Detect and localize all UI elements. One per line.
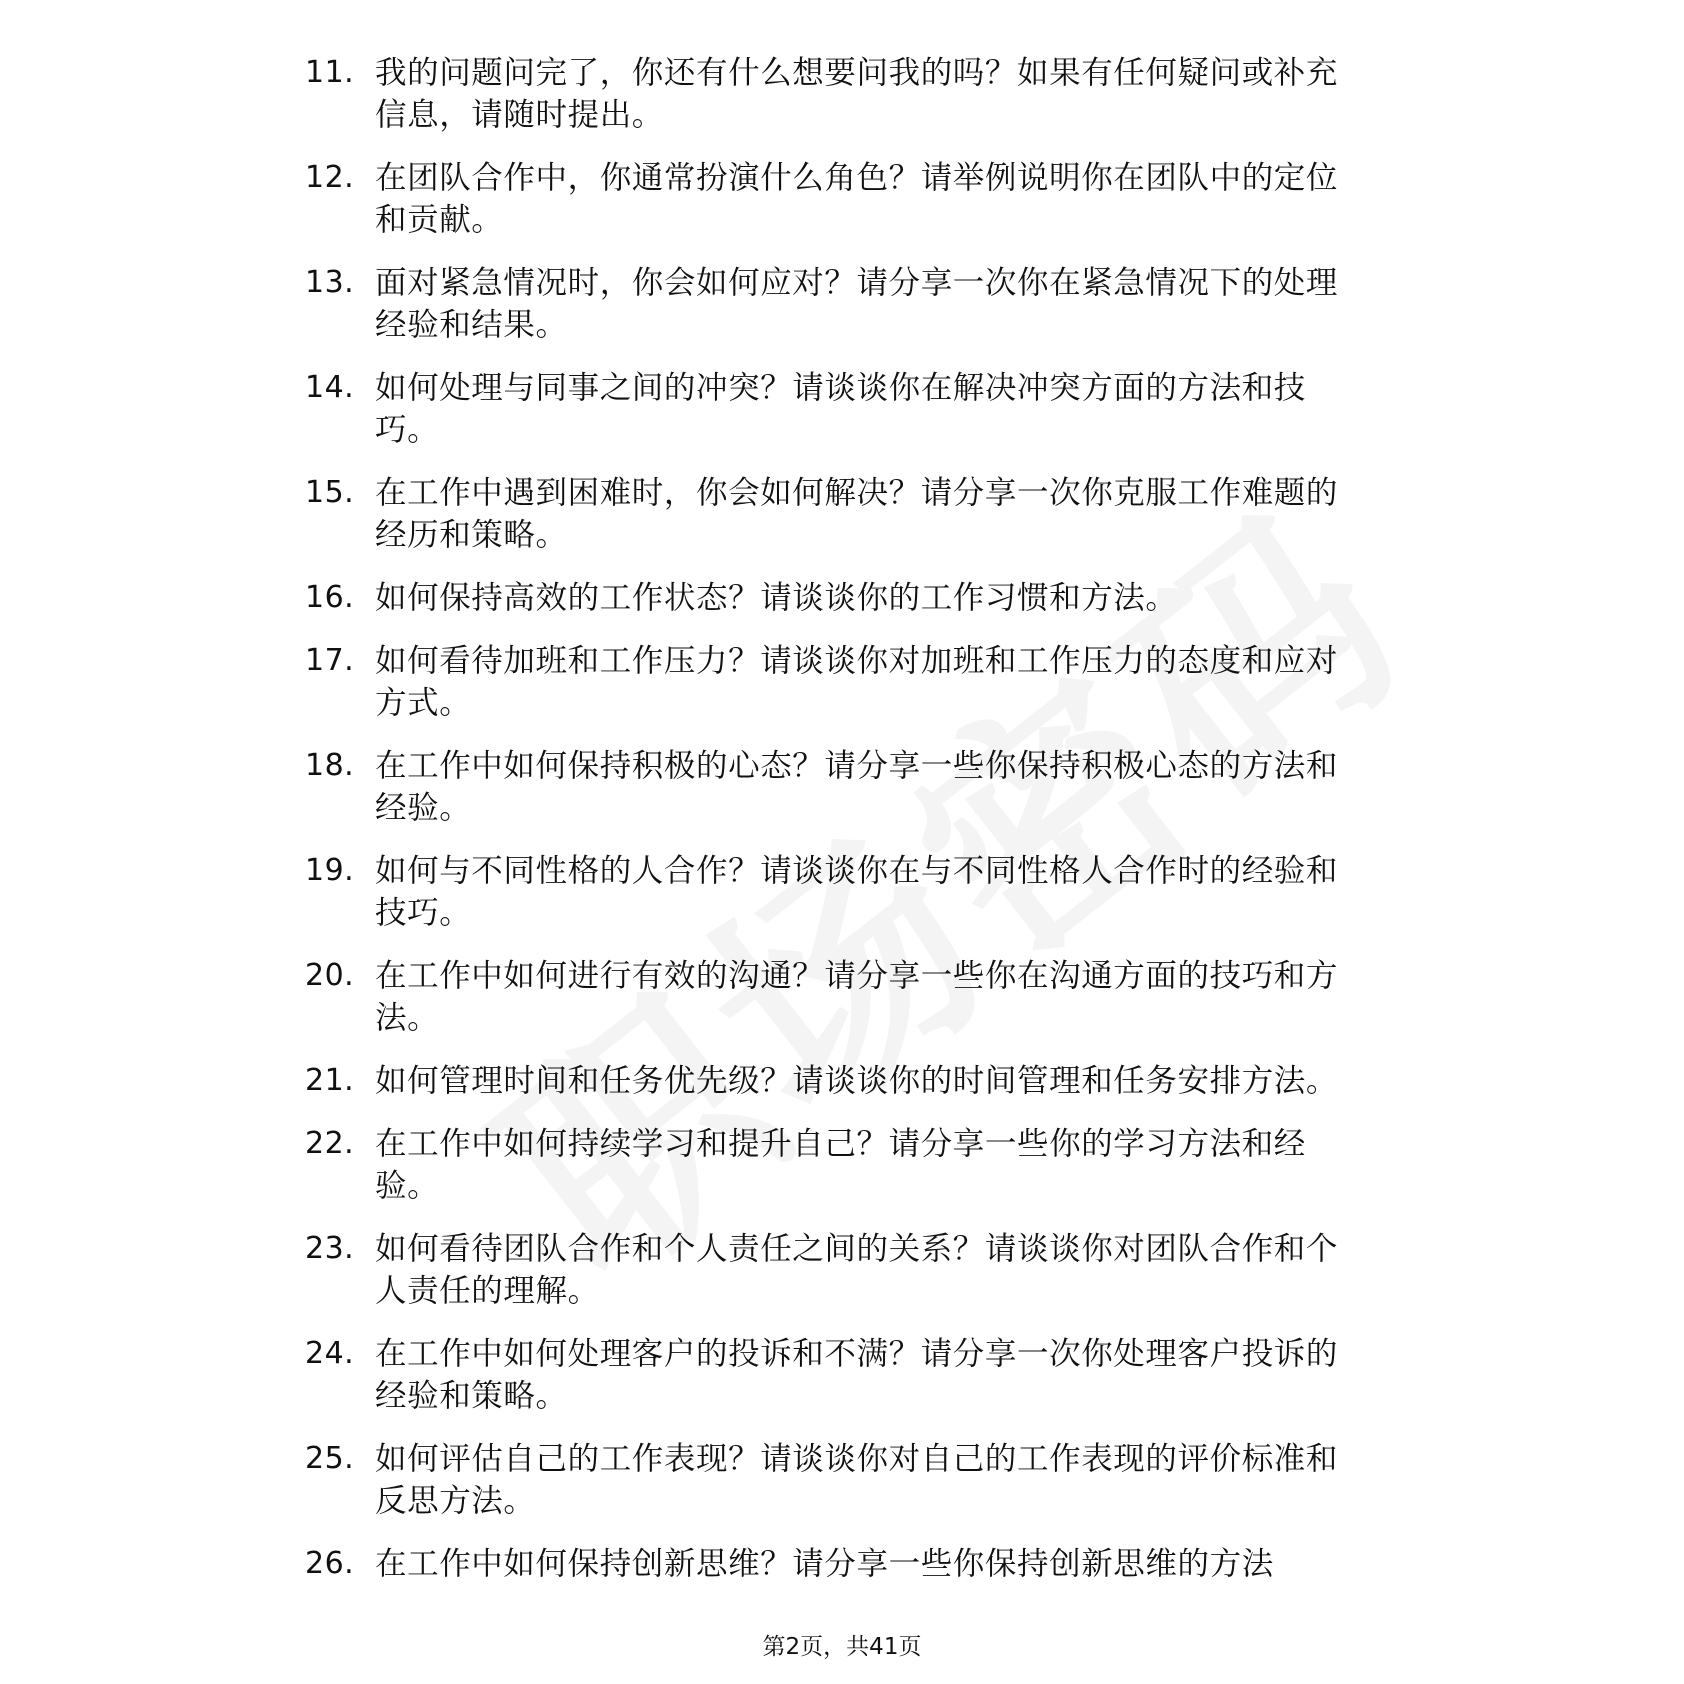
list-item: [305, 1123, 1365, 1207]
item-text: 在工作中遇到困难时，你会如何解决？请分享一次你克服工作难题的经历和策略。: [375, 475, 1339, 553]
item-text: 如何保持高效的工作状态？请谈谈你的工作习惯和方法。: [375, 580, 1178, 616]
item-number: 22.: [305, 1126, 355, 1161]
item-text: 如何评估自己的工作表现？请谈谈你对自己的工作表现的评价标准和反思方法。: [375, 1441, 1339, 1519]
list-item: [305, 367, 1365, 451]
question-list: [305, 52, 1365, 1606]
list-item: [305, 1060, 1365, 1102]
item-number: 14.: [305, 370, 355, 405]
item-number: 18.: [305, 748, 355, 783]
list-item: [305, 1333, 1365, 1417]
item-number: 17.: [305, 643, 355, 678]
item-number: 13.: [305, 265, 355, 300]
item-text: 我的问题问完了，你还有什么想要问我的吗？如果有任何疑问或补充信息，请随时提出。: [375, 55, 1339, 133]
item-number: 23.: [305, 1231, 355, 1266]
item-text: 在工作中如何保持创新思维？请分享一些你保持创新思维的方法: [375, 1546, 1274, 1582]
list-item: [305, 1228, 1365, 1312]
list-item: [305, 1543, 1365, 1585]
list-item: [305, 52, 1365, 136]
item-number: 20.: [305, 958, 355, 993]
item-number: 12.: [305, 160, 355, 195]
item-text: 面对紧急情况时，你会如何应对？请分享一次你在紧急情况下的处理经验和结果。: [375, 265, 1339, 343]
item-text: 如何管理时间和任务优先级？请谈谈你的时间管理和任务安排方法。: [375, 1063, 1339, 1099]
list-item: [305, 955, 1365, 1039]
item-number: 26.: [305, 1546, 355, 1581]
item-number: 16.: [305, 580, 355, 615]
item-text: 如何处理与同事之间的冲突？请谈谈你在解决冲突方面的方法和技巧。: [375, 370, 1306, 448]
list-item: [305, 1438, 1365, 1522]
list-item: [305, 745, 1365, 829]
item-number: 15.: [305, 475, 355, 510]
list-item: [305, 157, 1365, 241]
item-text: 在工作中如何保持积极的心态？请分享一些你保持积极心态的方法和经验。: [375, 748, 1339, 826]
item-text: 如何看待加班和工作压力？请谈谈你对加班和工作压力的态度和应对方式。: [375, 643, 1339, 721]
list-item: [305, 472, 1365, 556]
item-number: 24.: [305, 1336, 355, 1371]
list-item: [305, 262, 1365, 346]
item-number: 19.: [305, 853, 355, 888]
item-number: 25.: [305, 1441, 355, 1476]
list-item: [305, 577, 1365, 619]
item-text: 如何看待团队合作和个人责任之间的关系？请谈谈你对团队合作和个人责任的理解。: [375, 1231, 1339, 1309]
item-number: 21.: [305, 1063, 355, 1098]
list-item: [305, 850, 1365, 934]
item-text: 在工作中如何持续学习和提升自己？请分享一些你的学习方法和经验。: [375, 1126, 1306, 1204]
item-number: 11.: [305, 55, 355, 90]
item-text: 在团队合作中，你通常扮演什么角色？请举例说明你在团队中的定位和贡献。: [375, 160, 1339, 238]
item-text: 在工作中如何进行有效的沟通？请分享一些你在沟通方面的技巧和方法。: [375, 958, 1339, 1036]
item-text: 如何与不同性格的人合作？请谈谈你在与不同性格人合作时的经验和技巧。: [375, 853, 1339, 931]
item-text: 在工作中如何处理客户的投诉和不满？请分享一次你处理客户投诉的经验和策略。: [375, 1336, 1339, 1414]
list-item: [305, 640, 1365, 724]
page-footer: 第2页，共41页: [762, 1634, 922, 1660]
